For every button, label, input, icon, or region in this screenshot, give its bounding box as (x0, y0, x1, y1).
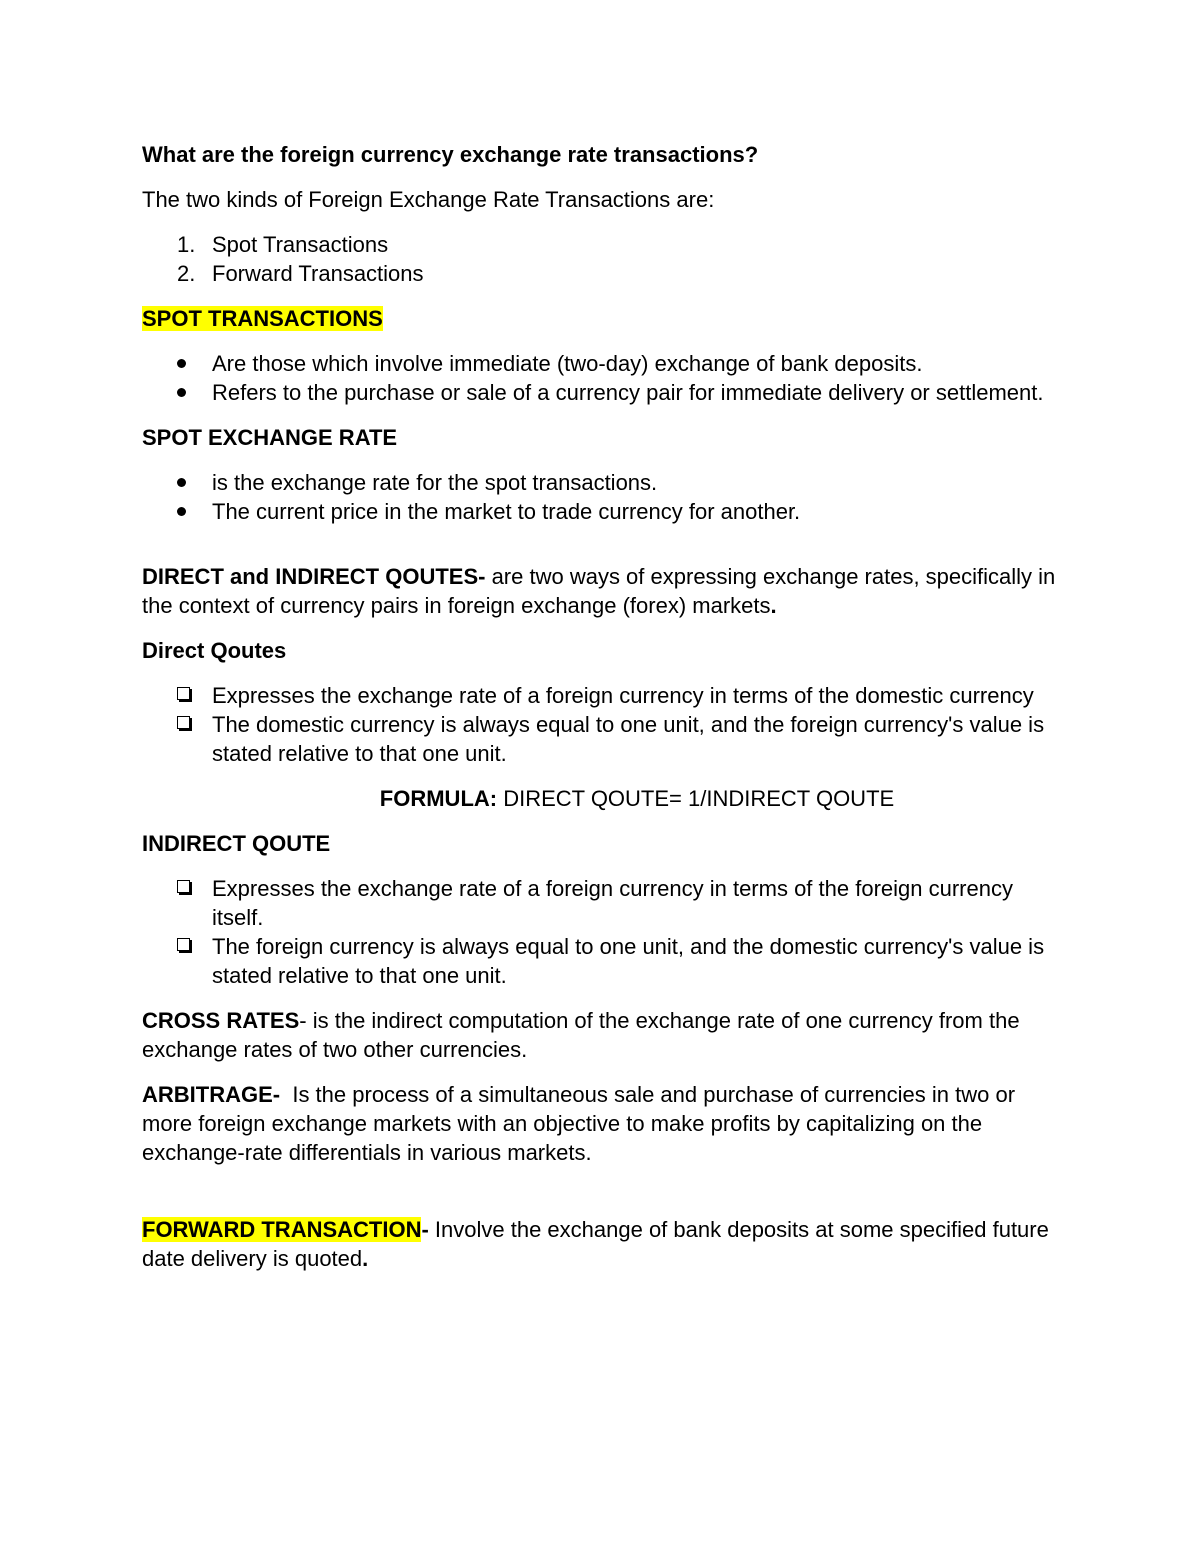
checkbox-bullet-icon (177, 716, 190, 729)
intro-text: The two kinds of Foreign Exchange Rate Transactions are: (142, 187, 715, 212)
definition: are two ways of expressing exchange rates, specifically in the context of currency pairs in foreign exchange (forex) markets (142, 564, 1056, 618)
list-item-text: Spot Transactions (212, 232, 389, 257)
list-item (142, 378, 1062, 407)
bullet-icon (177, 388, 186, 397)
term: ARBITRAGE- (142, 1082, 281, 1107)
term: DIRECT and INDIRECT QOUTES- (142, 564, 486, 589)
question-title: What are the foreign currency exchange rate transactions? (142, 142, 759, 167)
formula-text: DIRECT QOUTE= 1/INDIRECT QOUTE (497, 786, 895, 811)
document-body (142, 140, 1062, 1289)
arbitrage-paragraph (142, 1080, 1062, 1167)
bullet-icon (177, 478, 186, 487)
list-item (142, 230, 1062, 259)
formula-line (142, 784, 1062, 813)
definition: - is the indirect computation of the exchange rate of one currency from the exchange rates of two other currencies. (142, 1008, 1020, 1062)
bullet-icon (177, 359, 186, 368)
section-heading-spot-transactions (142, 304, 1062, 333)
section-heading-direct-quotes: Direct Qoutes (142, 638, 287, 663)
list-item (142, 468, 1062, 497)
direct-indirect-paragraph (142, 562, 1062, 620)
section-heading-indirect-quote: INDIRECT QOUTE (142, 831, 331, 856)
indirect-quote-list (142, 874, 1062, 990)
list-item (142, 874, 1062, 932)
list-item-text: Forward Transactions (212, 261, 424, 286)
list-item-text: Expresses the exchange rate of a foreign currency in terms of the domestic currency (212, 683, 1034, 708)
definition: Involve the exchange of bank deposits at some specified future date delivery is quoted (142, 1217, 1049, 1271)
checkbox-bullet-icon (177, 938, 190, 951)
list-item-text: is the exchange rate for the spot transactions. (212, 470, 658, 495)
list-number: 1. (177, 232, 196, 257)
list-item-text: The current price in the market to trade currency for another. (212, 499, 801, 524)
list-item-text: Expresses the exchange rate of a foreign currency in terms of the foreign currency itself. (212, 876, 1013, 930)
list-item (142, 259, 1062, 288)
spot-transactions-list (142, 349, 1062, 407)
list-item (142, 681, 1062, 710)
list-item (142, 932, 1062, 990)
term-dash: - (421, 1217, 429, 1242)
forward-transaction-paragraph (142, 1215, 1062, 1273)
cross-rates-paragraph (142, 1006, 1062, 1064)
list-item-text: The domestic currency is always equal to one unit, and the foreign currency's value is stated relative to that one unit. (212, 712, 1045, 766)
list-item (142, 497, 1062, 526)
sentence-end: . (362, 1246, 369, 1271)
sentence-end: . (770, 593, 777, 618)
list-item-text: Are those which involve immediate (two-day) exchange of bank deposits. (212, 351, 923, 376)
bullet-icon (177, 507, 186, 516)
list-item (142, 710, 1062, 768)
list-number: 2. (177, 261, 196, 286)
formula-label: FORMULA: (379, 786, 498, 811)
list-item-text: The foreign currency is always equal to one unit, and the domestic currency's value is stated relative to that one unit. (212, 934, 1045, 988)
direct-quotes-list (142, 681, 1062, 768)
kinds-list (142, 230, 1062, 288)
definition: Is the process of a simultaneous sale and purchase of currencies in two or more foreign exchange markets with an objective to make profits by capitalizing on the exchange-rate differentials in various markets. (142, 1082, 1022, 1165)
checkbox-bullet-icon (177, 880, 190, 893)
spot-exchange-rate-list (142, 468, 1062, 526)
highlighted-term: FORWARD TRANSACTION (142, 1217, 422, 1242)
list-item-text: Refers to the purchase or sale of a currency pair for immediate delivery or settlement. (212, 380, 1044, 405)
list-item (142, 349, 1062, 378)
highlighted-heading: SPOT TRANSACTIONS (142, 306, 383, 331)
checkbox-bullet-icon (177, 687, 190, 700)
section-heading-spot-exchange-rate: SPOT EXCHANGE RATE (142, 425, 398, 450)
term: CROSS RATES (142, 1008, 300, 1033)
